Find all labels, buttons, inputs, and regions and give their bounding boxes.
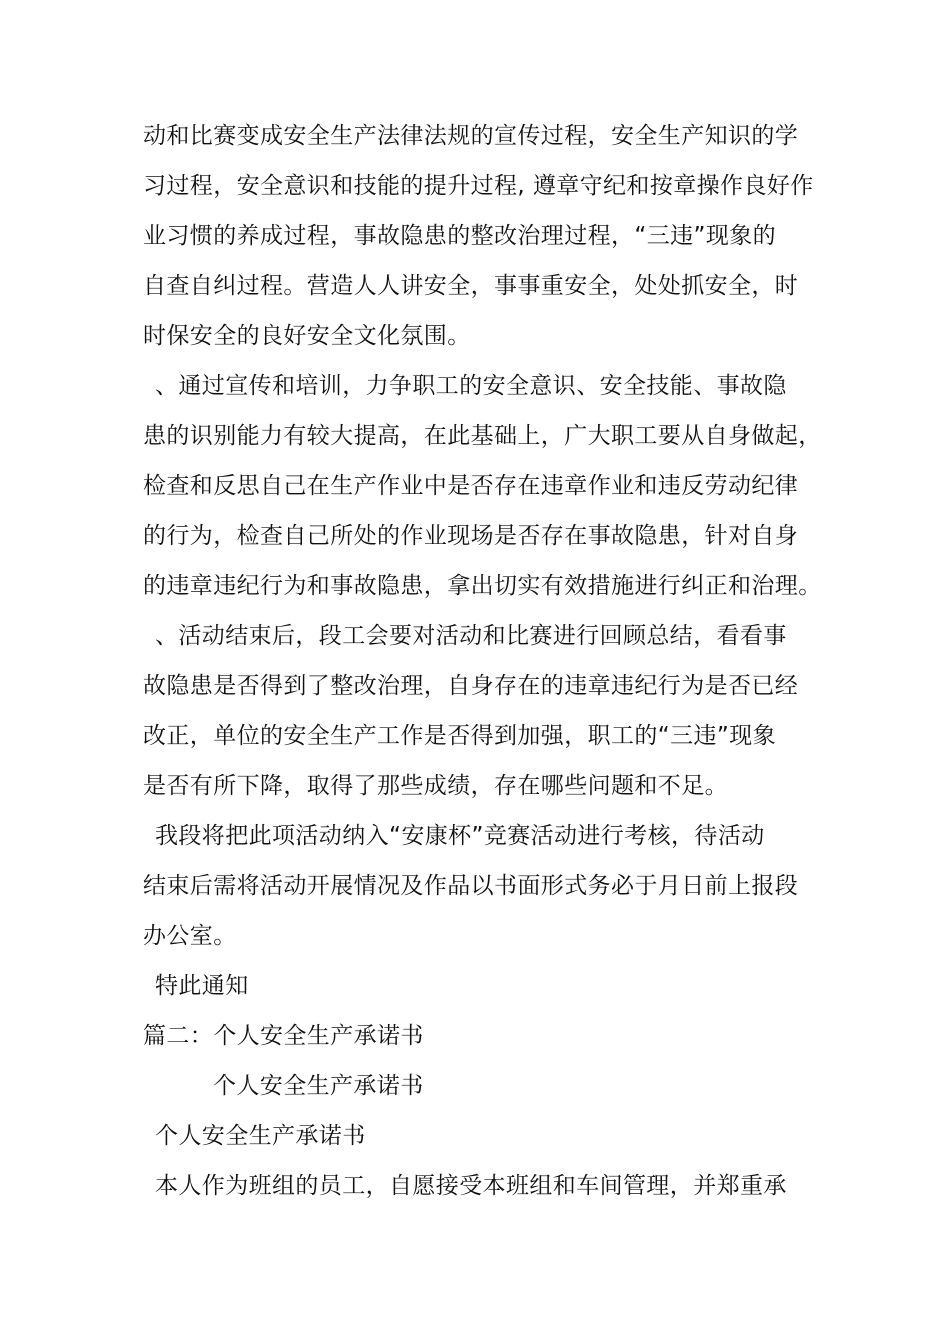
document-subtitle: 个人安全生产承诺书: [155, 1123, 366, 1149]
text-line: 特此通知: [155, 973, 249, 999]
section-heading: 篇二：个人安全生产承诺书: [143, 1023, 424, 1049]
text-line: 检查和反思自己在生产作业中是否存在违章作业和违反劳动纪律: [143, 473, 799, 499]
text-line: 、通过宣传和培训，力争职工的安全意识、安全技能、事故隐: [155, 373, 787, 399]
text-line: 、活动结束后，段工会要对活动和比赛进行回顾总结，看看事: [155, 623, 787, 649]
text-line: 本人作为班组的员工，自愿接受本班组和车间管理，并郑重承: [155, 1173, 787, 1199]
text-line: 自查自纠过程。营造人人讲安全，事事重安全，处处抓安全，时: [143, 273, 799, 299]
text-line: 是否有所下降，取得了那些成绩，存在哪些问题和不足。: [143, 773, 728, 799]
text-line: 办公室。: [143, 923, 237, 949]
text-line: 我段将把此项活动纳入“安康杯”竞赛活动进行考核，待活动: [155, 823, 765, 849]
text-line: 动和比赛变成安全生产法律法规的宣传过程，安全生产知识的学: [143, 123, 799, 149]
text-line: 业习惯的养成过程，事故隐患的整改治理过程，“三违”现象的: [143, 223, 777, 249]
text-line: 的违章违纪行为和事故隐患，拿出切实有效措施进行纠正和治理。: [143, 573, 822, 599]
text-line: 的行为，检查自己所处的作业现场是否存在事故隐患，针对自身: [143, 523, 799, 549]
document-title: 个人安全生产承诺书: [213, 1073, 424, 1099]
text-line: 患的识别能力有较大提高，在此基础上，广大职工要从自身做起，: [143, 423, 822, 449]
text-line: 习过程，安全意识和技能的提升过程, 遵章守纪和按章操作良好作: [143, 173, 814, 199]
text-line: 故隐患是否得到了整改治理，自身存在的违章违纪行为是否已经: [143, 673, 799, 699]
text-line: 结束后需将活动开展情况及作品以书面形式务必于月日前上报段: [143, 873, 799, 899]
text-line: 改正，单位的安全生产工作是否得到加强，职工的“三违”现象: [143, 723, 777, 749]
text-line: 时保安全的良好安全文化氛围。: [143, 323, 471, 349]
